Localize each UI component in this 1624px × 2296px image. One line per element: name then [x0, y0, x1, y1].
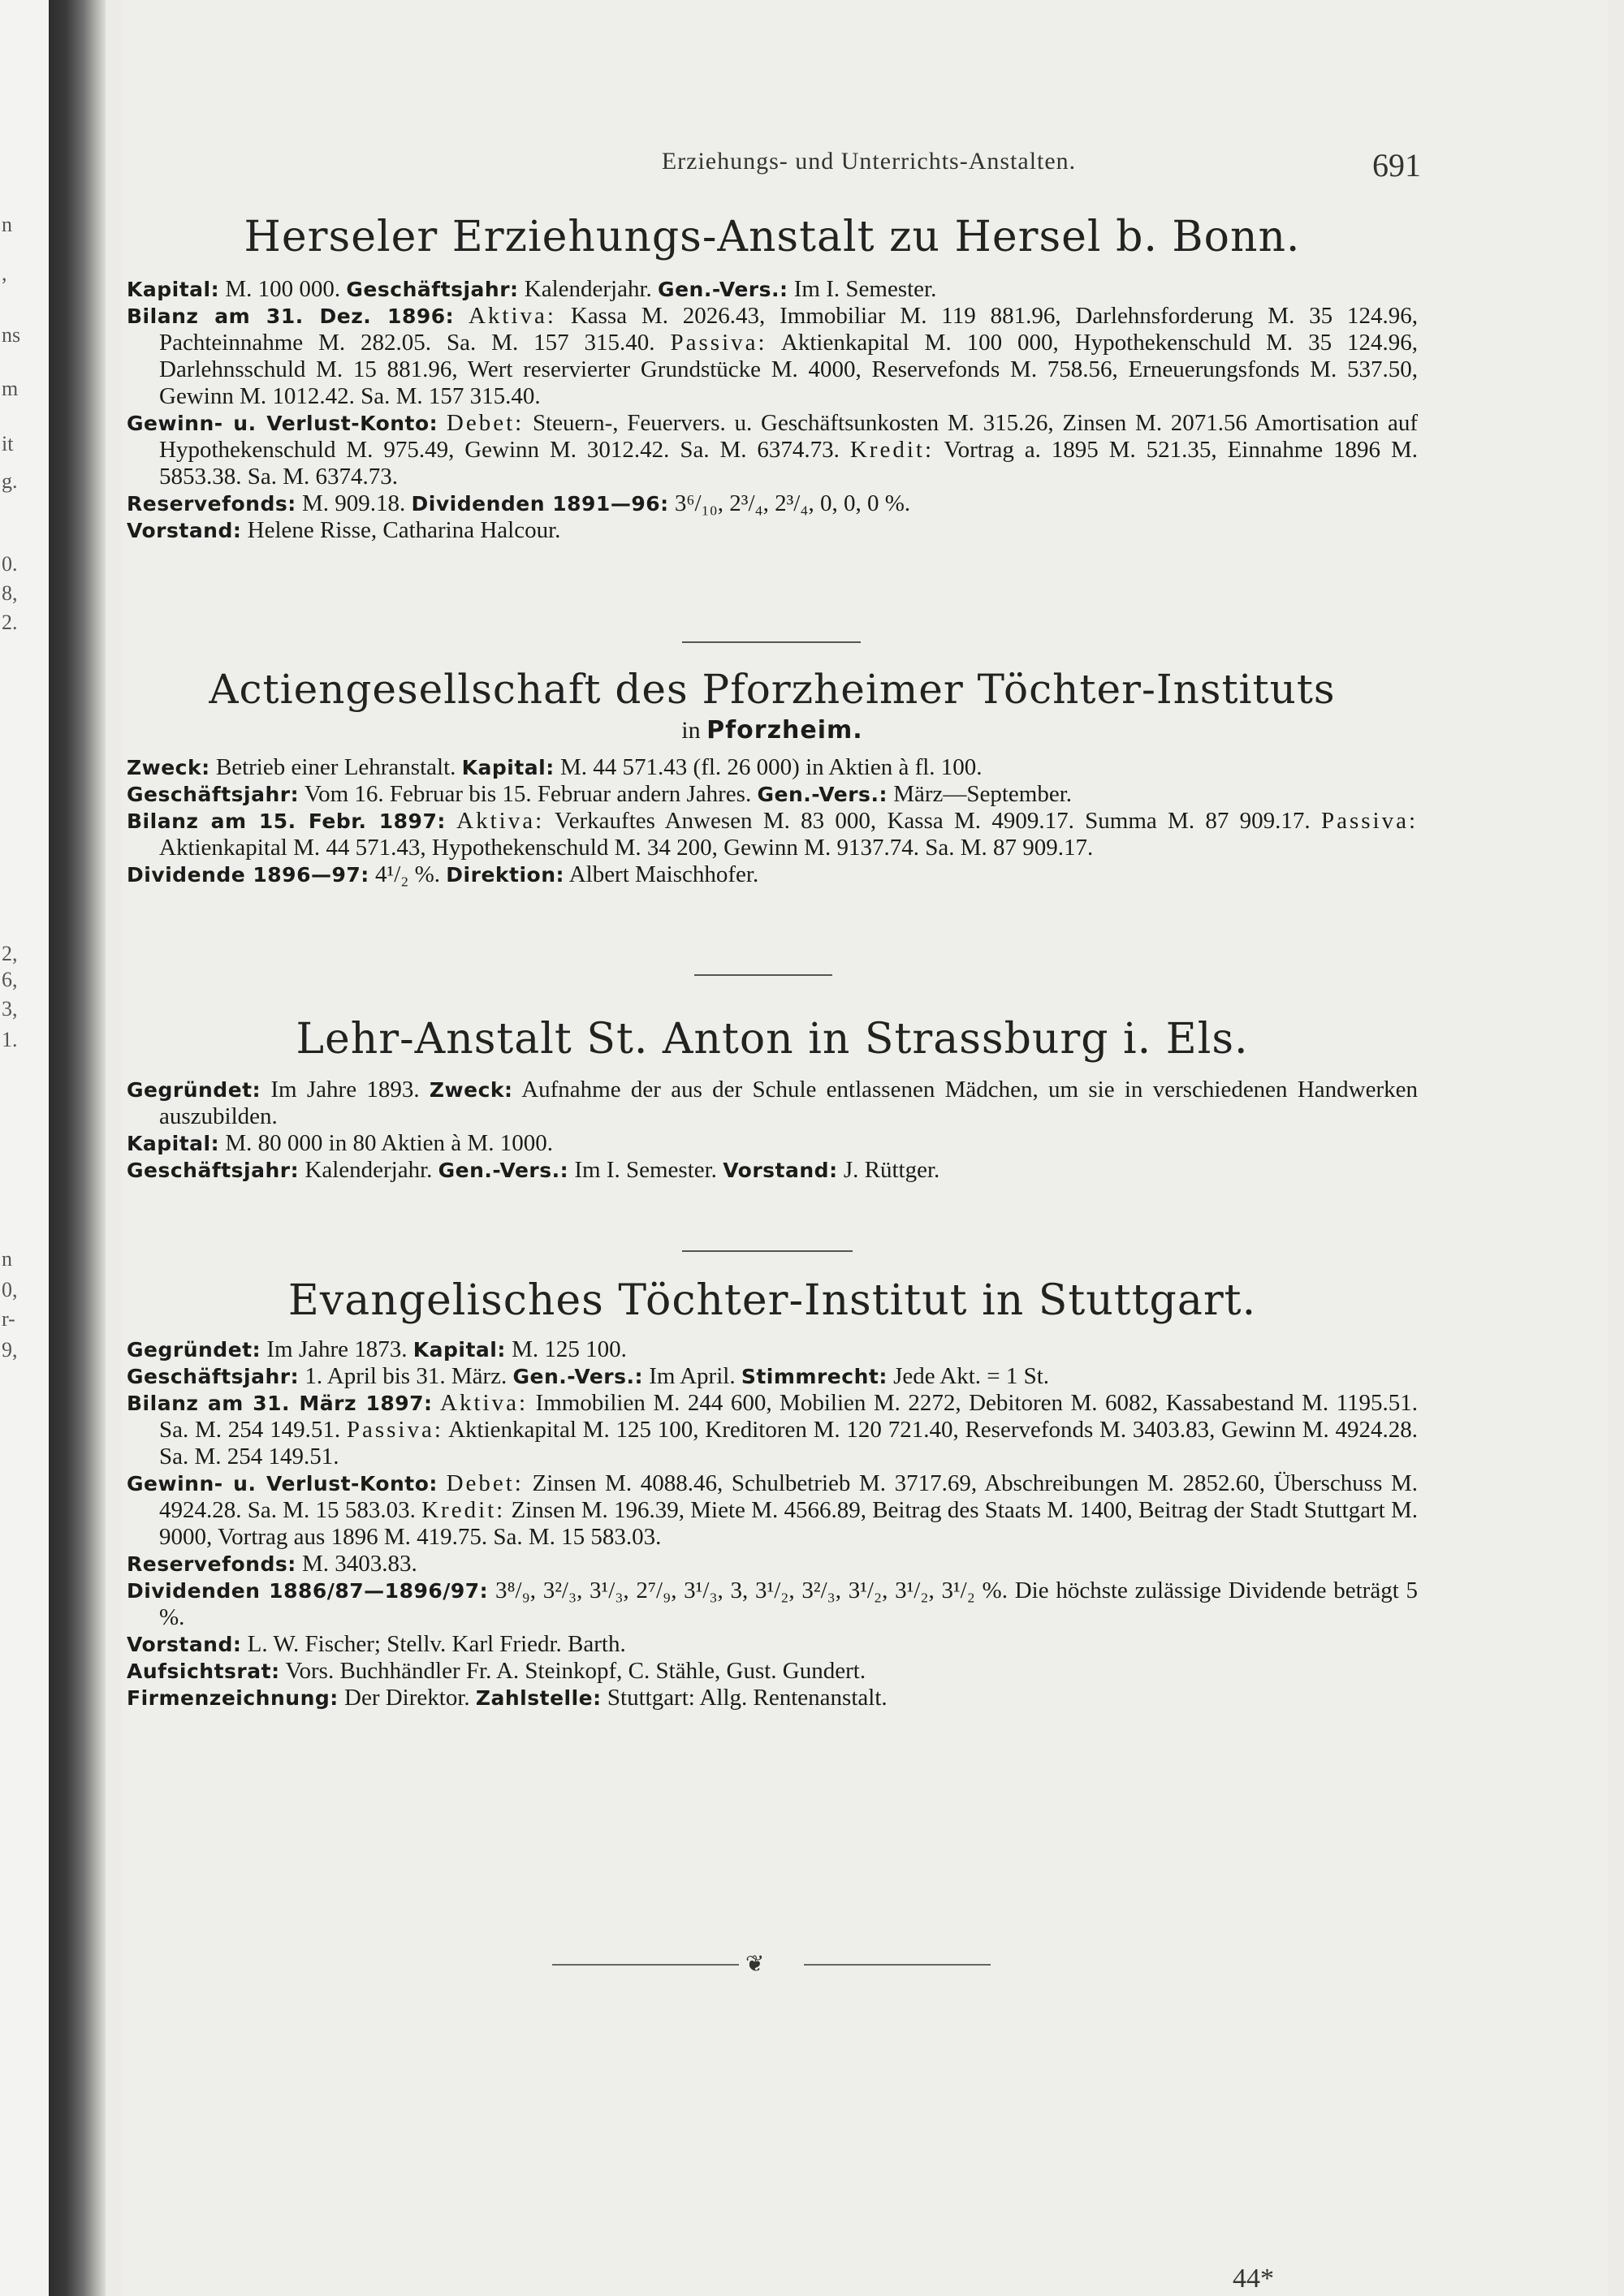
entry-subtitle	[127, 716, 1418, 744]
field-label: Geschäftsjahr:	[127, 783, 300, 806]
field-sublabel: Passiva:	[670, 330, 767, 356]
margin-fragment: m	[2, 377, 19, 400]
field-value: Im I. Semester.	[574, 1157, 717, 1183]
field-label: Bilanz am 15. Febr. 1897:	[127, 809, 446, 833]
field-value: Zinsen M. 4088.46, Schulbetrieb M. 3717.69, Abschreibungen M. 2852.60, Überschuss M. 4924.28. Sa. M. 15 583.03.	[159, 1470, 1419, 1523]
field-value: Kalenderjahr.	[304, 1157, 433, 1183]
margin-fragment: 8,	[2, 581, 18, 605]
entry-line	[127, 1130, 1418, 1157]
margin-fragment: 0,	[2, 1278, 18, 1301]
margin-fragment: n	[2, 213, 12, 236]
field-value: Aktienkapital M. 44 571.43, Hypothekenschuld M. 34 200, Gewinn M. 9137.74. Sa. M. 87 909.17.	[159, 835, 1094, 861]
section-divider	[694, 974, 832, 976]
field-label: Bilanz am 31. März 1897:	[127, 1392, 433, 1415]
field-label: Geschäftsjahr:	[127, 1159, 300, 1182]
field-label: Direktion:	[446, 863, 565, 887]
margin-fragment: 6,	[2, 968, 18, 991]
field-value: J. Rüttger.	[843, 1157, 940, 1183]
field-label: Geschäftsjahr:	[346, 278, 519, 301]
entry-herseler	[127, 213, 1418, 544]
section-divider	[682, 641, 861, 643]
field-label: Dividenden 1891—96:	[411, 492, 669, 516]
field-value: Aufnahme der aus der Schule entlassenen Mädchen, um sie in verschiedenen Handwerken auszubilden.	[159, 1077, 1418, 1129]
field-value: Steuern-, Feuervers. u. Geschäftsunkosten M. 315.26, Zinsen M. 2071.56 Amortisation auf Hypothekenschuld M. 975.49, Gewinn M. 3012.42. Sa. M. 6374.73.	[159, 410, 1419, 463]
field-label: Firmenzeichnung:	[127, 1686, 339, 1710]
ornament-rule-right	[804, 1964, 991, 1966]
entry-body	[127, 276, 1418, 544]
field-value: März—September.	[893, 781, 1073, 807]
field-label: Gewinn- u. Verlust-Konto:	[127, 412, 438, 435]
field-label: Zahlstelle:	[475, 1686, 602, 1710]
field-value: 1. April bis 31. März.	[304, 1363, 508, 1389]
page	[122, 0, 1608, 2296]
field-sublabel: Aktiva:	[456, 808, 545, 834]
entry-line	[127, 808, 1418, 861]
field-label: Gegründet:	[127, 1078, 261, 1102]
field-label: Kapital:	[127, 278, 220, 301]
entry-line	[127, 410, 1418, 490]
field-value: Albert Maischhofer.	[568, 861, 759, 887]
field-label: Kapital:	[412, 1338, 506, 1362]
entry-line	[127, 781, 1418, 808]
field-value: Immobilien M. 244 600, Mobilien M. 2272, Debitoren M. 6082, Kassabestand M. 1195.51. Sa. M. 254 149.51.	[159, 1390, 1419, 1443]
field-label: Geschäftsjahr:	[127, 1365, 300, 1388]
entry-pforzheim	[127, 666, 1418, 888]
margin-fragment: it	[2, 432, 14, 455]
field-label: Gen.-Vers.:	[757, 783, 888, 806]
margin-fragment: g.	[2, 469, 18, 493]
entry-line	[127, 1685, 1418, 1711]
entry-title: Herseler Erziehungs-Anstalt zu Hersel b. Bonn.	[244, 213, 1301, 261]
running-title: Erziehungs- und Unterrichts-Anstalten.	[661, 148, 1077, 175]
field-value: M. 3403.83.	[302, 1551, 417, 1577]
field-value: Aktienkapital M. 125 100, Kreditoren M. 120 721.40, Reservefonds M. 3403.83, Gewinn M. 4924.28. Sa. M. 254 149.51.	[159, 1417, 1418, 1470]
field-sublabel: Kredit:	[421, 1497, 506, 1523]
field-label: Zweck:	[127, 756, 210, 779]
entry-line	[127, 490, 1418, 517]
field-value: M. 909.18.	[302, 490, 406, 516]
entry-title: Actiengesellschaft des Pforzheimer Töchter-Instituts	[209, 666, 1336, 713]
field-value: Jede Akt. = 1 St.	[893, 1363, 1050, 1389]
field-value: 3⁸/₉, 3²/₃, 3¹/₃, 2⁷/₉, 3¹/₃, 3, 3¹/₂, 3²/₃, 3¹/₂, 3¹/₂, 3¹/₂ %. Die höchste zulässige Dividende beträgt 5 %.	[159, 1577, 1418, 1630]
ornament-rule-left	[552, 1964, 739, 1966]
field-value: Kassa M. 2026.43, Immobiliar M. 119 881.96, Darlehnsforderung M. 35 124.96, Pachteinnahme M. 282.05. Sa. M. 157 315.40.	[159, 303, 1418, 356]
field-value: M. 44 571.43 (fl. 26 000) in Aktien à fl. 100.	[560, 754, 983, 780]
margin-fragment: r-	[2, 1307, 15, 1331]
field-sublabel: Passiva:	[1320, 808, 1419, 834]
entry-line	[127, 1470, 1418, 1551]
field-label: Vorstand:	[127, 519, 242, 542]
page-number: 691	[1372, 147, 1421, 183]
entry-line	[127, 303, 1418, 410]
entry-line	[127, 754, 1418, 781]
field-label: Gen.-Vers.:	[512, 1365, 643, 1388]
entry-body	[127, 1077, 1418, 1184]
field-value: Betrieb einer Lehranstalt.	[215, 754, 456, 780]
field-value: Helene Risse, Catharina Halcour.	[247, 517, 561, 543]
entry-line	[127, 276, 1418, 303]
margin-fragment: 2,	[2, 942, 18, 965]
field-sublabel: Passiva:	[346, 1417, 443, 1443]
field-sublabel: Debet:	[446, 410, 525, 436]
field-value: Im I. Semester.	[793, 276, 937, 302]
field-label: Vorstand:	[723, 1159, 838, 1182]
entry-title: Evangelisches Töchter-Institut in Stuttgart.	[287, 1276, 1257, 1325]
field-sublabel: Kredit:	[849, 437, 935, 463]
field-value: Im April.	[649, 1363, 736, 1389]
entry-body	[127, 1336, 1418, 1711]
book-spine-gutter	[49, 0, 106, 2296]
field-value: 4¹/₂ %.	[375, 861, 441, 887]
fleuron-icon: ❦	[745, 1950, 765, 1977]
entry-body	[127, 754, 1418, 888]
section-divider	[682, 1250, 853, 1252]
field-sublabel: Aktiva:	[440, 1390, 529, 1416]
field-value: Im Jahre 1893.	[270, 1077, 420, 1103]
margin-fragment: n	[2, 1247, 12, 1271]
field-label: Gegründet:	[127, 1338, 261, 1362]
field-value: Vom 16. Februar bis 15. Februar andern Jahres.	[304, 781, 752, 807]
entry-line	[127, 1336, 1418, 1363]
entry-stuttgart	[127, 1276, 1418, 1711]
field-value: Der Direktor.	[344, 1685, 470, 1711]
entry-line	[127, 517, 1418, 544]
subtitle-prefix: in	[681, 717, 701, 744]
margin-fragment: ,	[2, 261, 7, 285]
field-value: Im Jahre 1873.	[266, 1336, 408, 1362]
field-label: Kapital:	[461, 756, 555, 779]
field-label: Gen.-Vers.:	[658, 278, 788, 301]
entry-line	[127, 1157, 1418, 1184]
signature-mark: 44*	[1233, 2264, 1274, 2294]
field-label: Gewinn- u. Verlust-Konto:	[127, 1472, 438, 1495]
entry-line	[127, 1551, 1418, 1577]
margin-fragment: 9,	[2, 1338, 18, 1362]
field-value: Zinsen M. 196.39, Miete M. 4566.89, Beitrag des Staats M. 1400, Beitrag der Stadt Stuttgart M. 9000, Vortrag aus 1896 M. 419.75. Sa. M. 15 583.03.	[159, 1497, 1419, 1550]
field-value: M. 100 000.	[225, 276, 341, 302]
field-value: M. 125 100.	[512, 1336, 627, 1362]
entry-line	[127, 861, 1418, 888]
field-label: Bilanz am 31. Dez. 1896:	[127, 304, 455, 328]
field-value: L. W. Fischer; Stellv. Karl Friedr. Barth.	[247, 1631, 626, 1657]
margin-fragment: ns	[2, 323, 21, 347]
field-value: Verkauftes Anwesen M. 83 000, Kassa M. 4909.17. Summa M. 87 909.17.	[554, 808, 1311, 834]
field-value: Kalenderjahr.	[524, 276, 652, 302]
field-label: Gen.-Vers.:	[438, 1159, 569, 1182]
field-value: 3⁶/₁₀, 2³/₄, 2³/₄, 0, 0, 0 %.	[674, 490, 911, 516]
field-value: Vors. Buchhändler Fr. A. Steinkopf, C. Stähle, Gust. Gundert.	[285, 1658, 866, 1684]
margin-fragment: 1.	[2, 1028, 18, 1051]
previous-page-edge	[0, 0, 49, 2296]
field-sublabel: Aktiva:	[468, 303, 556, 329]
field-value: Stuttgart: Allg. Rentenanstalt.	[607, 1685, 888, 1711]
field-sublabel: Debet:	[446, 1470, 524, 1496]
field-value: Vortrag a. 1895 M. 521.35, Einnahme 1896 M. 5853.38. Sa. M. 6374.73.	[159, 437, 1419, 490]
field-label: Aufsichtsrat:	[127, 1659, 280, 1683]
field-label: Dividenden 1886/87—1896/97:	[127, 1579, 489, 1603]
margin-fragment: 0.	[2, 552, 18, 576]
entry-line	[127, 1363, 1418, 1390]
entry-line	[127, 1077, 1418, 1130]
entry-line	[127, 1631, 1418, 1658]
field-label: Reservefonds:	[127, 492, 296, 516]
field-value: M. 80 000 in 80 Aktien à M. 1000.	[225, 1130, 553, 1156]
entry-title: Lehr-Anstalt St. Anton in Strassburg i. Els.	[296, 1015, 1249, 1064]
margin-fragment: 2.	[2, 611, 18, 634]
entry-line	[127, 1658, 1418, 1685]
field-label: Zweck:	[429, 1078, 513, 1102]
field-label: Kapital:	[127, 1132, 220, 1155]
field-label: Reservefonds:	[127, 1552, 296, 1576]
margin-fragment: 3,	[2, 997, 18, 1021]
entry-line	[127, 1390, 1418, 1470]
entry-line	[127, 1577, 1418, 1631]
end-ornament	[552, 1950, 991, 1977]
field-label: Vorstand:	[127, 1633, 242, 1656]
field-label: Dividende 1896—97:	[127, 863, 369, 887]
field-value: Aktienkapital M. 100 000, Hypothekenschuld M. 35 124.96, Darlehnsschuld M. 15 881.96, Wert reservierter Grundstücke M. 4000, Reservefonds M. 758.56, Erneuerungsfonds M. 537.50, Gewinn M. 1012.42. Sa. M. 157 315.40.	[159, 330, 1419, 409]
field-label: Stimmrecht:	[741, 1365, 888, 1388]
subtitle-place: Pforzheim.	[706, 716, 863, 744]
entry-strassburg	[127, 1015, 1418, 1184]
